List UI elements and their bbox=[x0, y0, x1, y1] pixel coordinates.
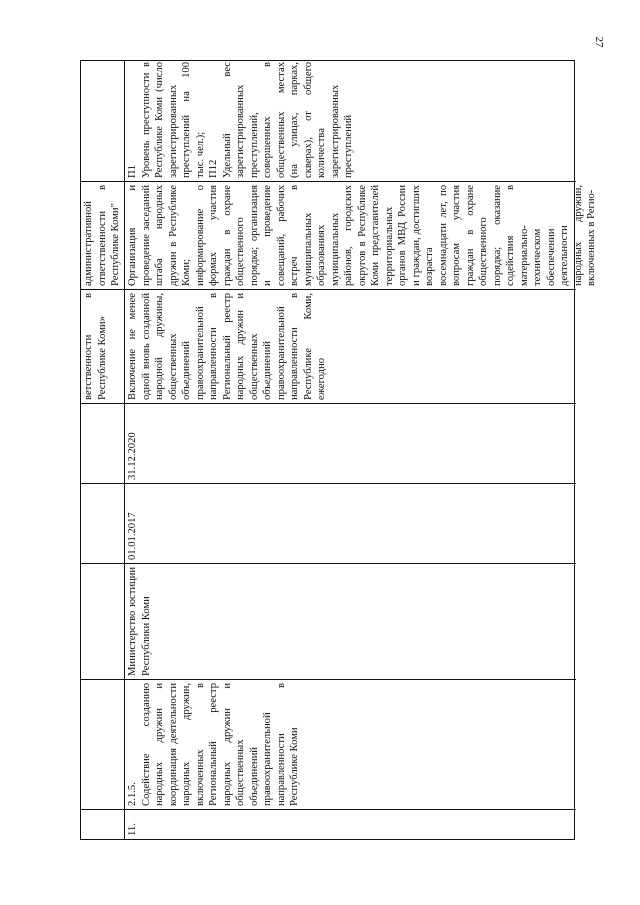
table-row-11 bbox=[125, 61, 597, 839]
cell-start-date bbox=[81, 483, 124, 563]
cell-task bbox=[81, 679, 124, 809]
cell-activities: Организация и проведение заседаний штаба народных дружин в Республике Коми; информирование о формах участия граждан в охране общественного порядка; организация и проведение совещаний, рабочих встреч в муниципальных образованиях муниципальных районов, городских округов в Республике Коми представителей территориальных органов МВД России и граждан, достигших возраста восемнадцати лет, по вопросам участия граждан в охране общественного порядка; оказание содействия в материально-техническом обеспечении деятельности народных дружин, включенных в Регио- bbox=[125, 181, 576, 289]
cell-expected-result: Включение не менее одной вновь созданной народной дружины, общественных объединений правоохранительной направленности в Региональный реестр народных дружин и общественных объединений правоохранительной направленности в Республике Коми, ежегодно bbox=[125, 289, 576, 403]
cell-indicator bbox=[81, 59, 124, 181]
task-code: 2.1.5. bbox=[127, 782, 138, 806]
indicator-text-1: Уровень преступности в Республике Коми (число зарегистрированных преступлений на 100 тыс. чел.); bbox=[140, 62, 206, 178]
cell-executor bbox=[81, 563, 124, 679]
cell-indicator bbox=[125, 59, 576, 181]
cell-start-date: 01.01.2017 bbox=[125, 483, 576, 563]
cell-expected-result: ветственности в Республике Коми» bbox=[81, 289, 124, 403]
task-text: Содействие созданию народных дружин и координация деятельности народных дружин, включенных в Региональный реестр народных дружин и общественных объединений правоохранительной направленности в Республике Коми bbox=[140, 683, 300, 806]
cell-end-date bbox=[81, 403, 124, 483]
cell-task bbox=[125, 679, 576, 809]
cell-num bbox=[81, 809, 124, 839]
indicator-code-1: П1 bbox=[127, 165, 138, 178]
indicator-text-2: Удельный вес зарегистрированных преступлений, совершенных в общественных местах (на улицах, парках, скверах), от общего количества зарегистрированных преступлений bbox=[221, 62, 354, 178]
page-number: 27 bbox=[593, 36, 605, 48]
program-table bbox=[80, 60, 597, 840]
cell-activities: административной ответственности в Республике Коми" bbox=[81, 181, 124, 289]
cell-end-date: 31.12.2020 bbox=[125, 403, 576, 483]
cell-executor: Министерство юстиции Республики Коми bbox=[125, 563, 576, 679]
table-row-continuation bbox=[81, 61, 125, 839]
indicator-code-2: П12 bbox=[208, 159, 219, 178]
cell-num: 11. bbox=[125, 809, 576, 839]
